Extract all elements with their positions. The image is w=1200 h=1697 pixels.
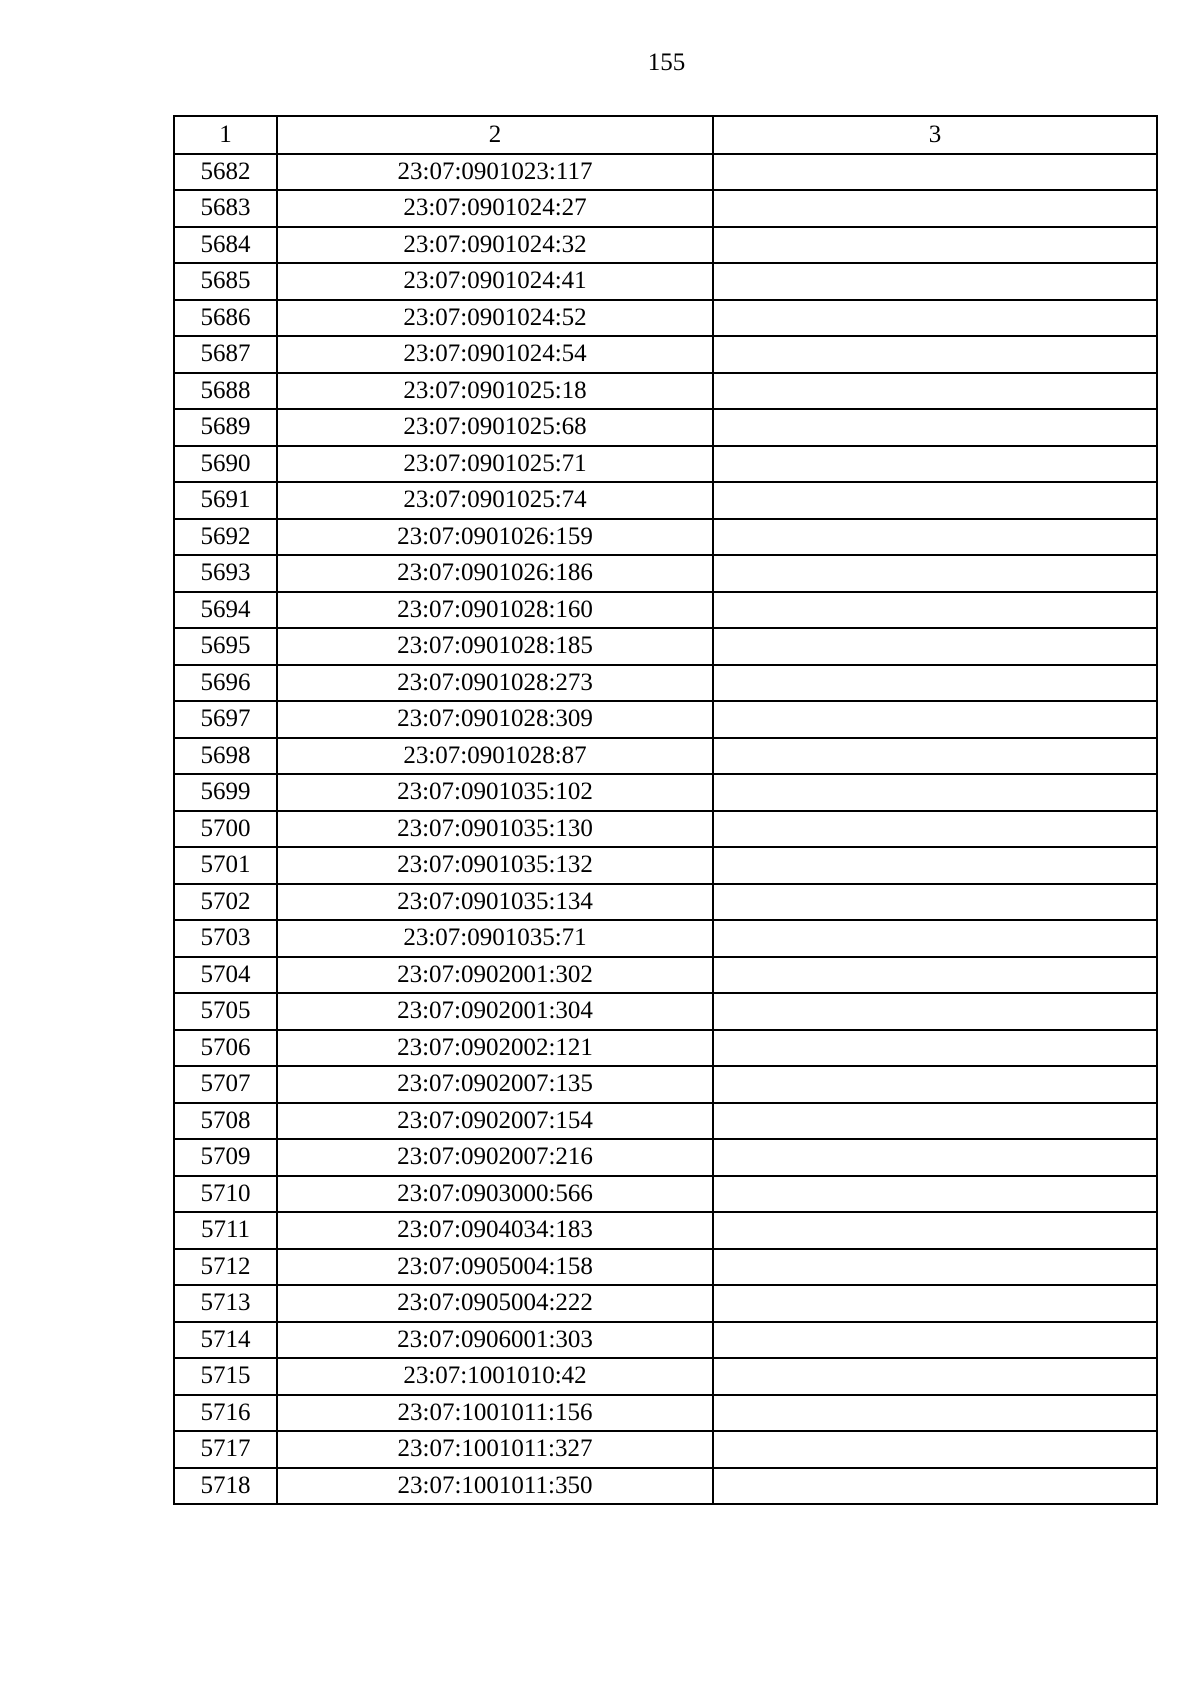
- table-row: [174, 847, 1157, 884]
- cadastral-number-cell: 23:07:0902007:135: [277, 1066, 713, 1103]
- table-row: [174, 227, 1157, 264]
- row-number-cell: 5708: [174, 1103, 277, 1140]
- table-row: [174, 263, 1157, 300]
- notes-cell: [713, 154, 1157, 191]
- cadastral-number-cell: 23:07:0901025:71: [277, 446, 713, 483]
- page-number: 155: [647, 49, 686, 76]
- column-header-3: 3: [713, 116, 1157, 154]
- notes-cell: [713, 1176, 1157, 1213]
- row-number-cell: 5682: [174, 154, 277, 191]
- table-row: [174, 957, 1157, 994]
- notes-cell: [713, 1358, 1157, 1395]
- table-row: [174, 1395, 1157, 1432]
- notes-cell: [713, 1249, 1157, 1286]
- table-row: [174, 519, 1157, 556]
- notes-cell: [713, 1030, 1157, 1067]
- table-row: [174, 1431, 1157, 1468]
- row-number-cell: 5712: [174, 1249, 277, 1286]
- row-number-cell: 5690: [174, 446, 277, 483]
- table-row: [174, 884, 1157, 921]
- row-number-cell: 5689: [174, 409, 277, 446]
- cadastral-number-cell: 23:07:0901035:134: [277, 884, 713, 921]
- cadastral-number-cell: 23:07:1001011:156: [277, 1395, 713, 1432]
- row-number-cell: 5715: [174, 1358, 277, 1395]
- cadastral-number-cell: 23:07:0901025:18: [277, 373, 713, 410]
- column-header-2: 2: [277, 116, 713, 154]
- cadastral-number-cell: 23:07:0901028:273: [277, 665, 713, 702]
- row-number-cell: 5695: [174, 628, 277, 665]
- notes-cell: [713, 811, 1157, 848]
- cadastral-number-cell: 23:07:0901024:27: [277, 190, 713, 227]
- notes-cell: [713, 1468, 1157, 1505]
- table-row: [174, 300, 1157, 337]
- cadastral-number-cell: 23:07:0901026:186: [277, 555, 713, 592]
- notes-cell: [713, 300, 1157, 337]
- notes-cell: [713, 1103, 1157, 1140]
- notes-cell: [713, 1139, 1157, 1176]
- row-number-cell: 5717: [174, 1431, 277, 1468]
- table-row: [174, 190, 1157, 227]
- row-number-cell: 5699: [174, 774, 277, 811]
- notes-cell: [713, 555, 1157, 592]
- cadastral-number-cell: 23:07:1001011:327: [277, 1431, 713, 1468]
- table-row: [174, 774, 1157, 811]
- row-number-cell: 5687: [174, 336, 277, 373]
- cadastral-number-cell: 23:07:0901035:71: [277, 920, 713, 957]
- cadastral-number-cell: 23:07:0901035:132: [277, 847, 713, 884]
- column-header-1: 1: [174, 116, 277, 154]
- notes-cell: [713, 957, 1157, 994]
- notes-cell: [713, 738, 1157, 775]
- row-number-cell: 5707: [174, 1066, 277, 1103]
- cadastral-number-cell: 23:07:0901026:159: [277, 519, 713, 556]
- cadastral-number-cell: 23:07:0901028:185: [277, 628, 713, 665]
- row-number-cell: 5716: [174, 1395, 277, 1432]
- table-row: [174, 1176, 1157, 1213]
- row-number-cell: 5697: [174, 701, 277, 738]
- cadastral-number-cell: 23:07:0901024:54: [277, 336, 713, 373]
- notes-cell: [713, 227, 1157, 264]
- table-row: [174, 446, 1157, 483]
- cadastral-number-cell: 23:07:0901028:309: [277, 701, 713, 738]
- table-row: [174, 811, 1157, 848]
- table-row: [174, 701, 1157, 738]
- row-number-cell: 5692: [174, 519, 277, 556]
- table-row: [174, 1030, 1157, 1067]
- row-number-cell: 5711: [174, 1212, 277, 1249]
- cadastral-number-cell: 23:07:0901023:117: [277, 154, 713, 191]
- notes-cell: [713, 628, 1157, 665]
- table-row: [174, 1103, 1157, 1140]
- notes-cell: [713, 1212, 1157, 1249]
- cadastral-number-cell: 23:07:0901028:160: [277, 592, 713, 629]
- table-row: [174, 1468, 1157, 1505]
- cadastral-number-cell: 23:07:0904034:183: [277, 1212, 713, 1249]
- cadastral-number-cell: 23:07:0901025:68: [277, 409, 713, 446]
- notes-cell: [713, 446, 1157, 483]
- row-number-cell: 5713: [174, 1285, 277, 1322]
- table-row: [174, 373, 1157, 410]
- notes-cell: [713, 409, 1157, 446]
- table-row: [174, 1358, 1157, 1395]
- notes-cell: [713, 1285, 1157, 1322]
- table-row: [174, 482, 1157, 519]
- row-number-cell: 5691: [174, 482, 277, 519]
- notes-cell: [713, 519, 1157, 556]
- cadastral-number-cell: 23:07:0905004:222: [277, 1285, 713, 1322]
- cadastral-number-cell: 23:07:0901025:74: [277, 482, 713, 519]
- cadastral-number-cell: 23:07:0902001:302: [277, 957, 713, 994]
- table-row: [174, 592, 1157, 629]
- row-number-cell: 5686: [174, 300, 277, 337]
- notes-cell: [713, 1431, 1157, 1468]
- cadastral-table: [173, 115, 1158, 1505]
- notes-cell: [713, 847, 1157, 884]
- table-row: [174, 665, 1157, 702]
- row-number-cell: 5685: [174, 263, 277, 300]
- row-number-cell: 5718: [174, 1468, 277, 1505]
- notes-cell: [713, 336, 1157, 373]
- row-number-cell: 5714: [174, 1322, 277, 1359]
- table-body: [174, 154, 1157, 1505]
- notes-cell: [713, 263, 1157, 300]
- cadastral-number-cell: 23:07:0903000:566: [277, 1176, 713, 1213]
- notes-cell: [713, 920, 1157, 957]
- table-row: [174, 1066, 1157, 1103]
- table-row: [174, 1212, 1157, 1249]
- row-number-cell: 5688: [174, 373, 277, 410]
- cadastral-number-cell: 23:07:0901028:87: [277, 738, 713, 775]
- notes-cell: [713, 1066, 1157, 1103]
- row-number-cell: 5700: [174, 811, 277, 848]
- table-row: [174, 336, 1157, 373]
- row-number-cell: 5698: [174, 738, 277, 775]
- table-row: [174, 628, 1157, 665]
- row-number-cell: 5709: [174, 1139, 277, 1176]
- row-number-cell: 5701: [174, 847, 277, 884]
- cadastral-number-cell: 23:07:0901024:41: [277, 263, 713, 300]
- notes-cell: [713, 665, 1157, 702]
- cadastral-number-cell: 23:07:0902007:154: [277, 1103, 713, 1140]
- notes-cell: [713, 482, 1157, 519]
- notes-cell: [713, 190, 1157, 227]
- notes-cell: [713, 774, 1157, 811]
- notes-cell: [713, 701, 1157, 738]
- cadastral-number-cell: 23:07:0905004:158: [277, 1249, 713, 1286]
- row-number-cell: 5684: [174, 227, 277, 264]
- row-number-cell: 5710: [174, 1176, 277, 1213]
- table-row: [174, 1322, 1157, 1359]
- table-row: [174, 993, 1157, 1030]
- cadastral-number-cell: 23:07:0901035:130: [277, 811, 713, 848]
- cadastral-number-cell: 23:07:1001011:350: [277, 1468, 713, 1505]
- table-row: [174, 920, 1157, 957]
- row-number-cell: 5696: [174, 665, 277, 702]
- row-number-cell: 5705: [174, 993, 277, 1030]
- notes-cell: [713, 993, 1157, 1030]
- table-header-row: [174, 116, 1157, 154]
- cadastral-number-cell: 23:07:1001010:42: [277, 1358, 713, 1395]
- row-number-cell: 5694: [174, 592, 277, 629]
- row-number-cell: 5703: [174, 920, 277, 957]
- cadastral-number-cell: 23:07:0901035:102: [277, 774, 713, 811]
- row-number-cell: 5683: [174, 190, 277, 227]
- table-row: [174, 409, 1157, 446]
- row-number-cell: 5702: [174, 884, 277, 921]
- row-number-cell: 5693: [174, 555, 277, 592]
- cadastral-number-cell: 23:07:0902007:216: [277, 1139, 713, 1176]
- row-number-cell: 5706: [174, 1030, 277, 1067]
- notes-cell: [713, 1395, 1157, 1432]
- table-row: [174, 1249, 1157, 1286]
- row-number-cell: 5704: [174, 957, 277, 994]
- notes-cell: [713, 373, 1157, 410]
- cadastral-number-cell: 23:07:0906001:303: [277, 1322, 713, 1359]
- cadastral-number-cell: 23:07:0902002:121: [277, 1030, 713, 1067]
- table-row: [174, 738, 1157, 775]
- notes-cell: [713, 884, 1157, 921]
- notes-cell: [713, 592, 1157, 629]
- notes-cell: [713, 1322, 1157, 1359]
- cadastral-number-cell: 23:07:0901024:52: [277, 300, 713, 337]
- table-row: [174, 154, 1157, 191]
- table-row: [174, 1139, 1157, 1176]
- table-row: [174, 1285, 1157, 1322]
- table-row: [174, 555, 1157, 592]
- cadastral-number-cell: 23:07:0901024:32: [277, 227, 713, 264]
- cadastral-number-cell: 23:07:0902001:304: [277, 993, 713, 1030]
